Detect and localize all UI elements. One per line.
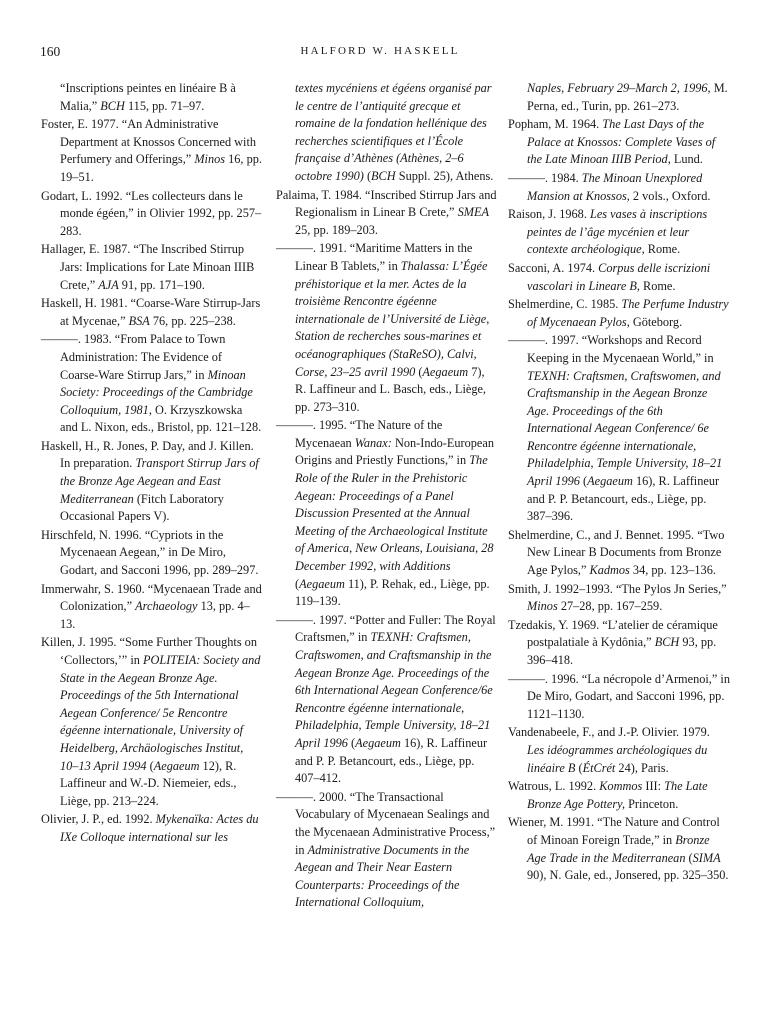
entry-italic-text: Kadmos [589,563,630,578]
entry-text: Rome. [644,242,681,257]
entry-italic-text: The Last Days of the Palace at Knossos: Complete Vases of the Late Minoan IIIB Period, [527,117,716,167]
entry-text: Haskell, H., R. Jones, P. Day, and J. Killen. In preparation. [41,438,254,471]
entry-italic-text: Les vases à inscriptions peintes de l’âge mycénien et leur contexte archéologique, [527,207,708,257]
bibliography-entry [276,612,498,788]
bibliography-entry [508,296,730,331]
bibliography-column-3 [508,80,730,886]
entry-italic-text: Naples, February 29–March 2, 1996, [527,81,711,95]
bibliography-entry [276,789,498,912]
entry-italic-text: Administrative Documents in the Aegean and Their Near Eastern Counterparts: Proceedings of the International Colloquium, [295,842,470,910]
page-header [0,44,760,64]
entry-text: Suppl. 25), Athens. [395,168,494,183]
bibliography-entry [508,260,730,295]
entry-text: 25, pp. 189–203. [295,222,379,237]
entry-italic-text: Archaeology [135,599,198,614]
entry-text: III: [642,779,665,794]
entry-text: Non-Indo-European Origins and Priestly Functions,” in [295,435,494,468]
entry-italic-text: Bronze Age Trade in the Mediterranean [527,832,710,865]
entry-text: Rome. [639,278,676,293]
bibliography-entry [41,295,263,330]
bibliography-entry [41,527,263,580]
entry-text: ( [575,760,583,775]
bibliography-entry [41,811,263,846]
entry-text: 12), R. Laffineur and W.-D. Niemeier, eds., Liège, pp. 213–224. [60,758,237,808]
entry-text: ———. 1991. “Maritime Matters in the Linear B Tablets,” in [276,241,473,273]
entry-text: Sacconi, A. 1974. [508,260,599,275]
entry-text: 11), P. Rehak, ed., Liège, pp. 119–139. [295,576,490,609]
entry-italic-text: textes mycéniens et égéens organisé par le centre de l’antiquité grecque et romaine de la fondation hellénique des recherches scientifiques et l’École française d’Athènes (Athènes, 2–6 octobre 1990) [295,81,492,183]
bibliography-column-1 [41,80,263,848]
entry-text: Hirschfeld, N. 1996. “Cypriots in the Mycenaean Aegean,” in De Miro, Godart, and Sacconi 1996, pp. 289–297. [41,527,259,578]
entry-italic-text: Transport Stirrup Jars of the Bronze Age Aegean and East Mediterranean [60,456,259,506]
bibliography-entry [508,527,730,580]
entry-text: ( [347,735,356,750]
entry-text: Foster, E. 1977. “An Administrative Department at Knossos Concerned with Perfumery and Offerings,” [41,117,257,167]
entry-text: Lund. [670,152,703,167]
bibliography-entry [508,724,730,777]
entry-italic-text: BCH [654,635,680,650]
entry-text: ———. 1997. “Potter and Fuller: The Royal Craftsmen,” in [276,612,496,645]
entry-text: Immerwahr, S. 1960. “Mycenaean Trade and Colonization,” [41,581,262,614]
entry-italic-text: Kommos [599,779,643,794]
entry-text: Haskell, H. 1981. “Coarse-Ware Stirrup-Jars at Mycenae,” [41,296,261,328]
bibliography-entry [508,332,730,526]
bibliography-entry [276,80,498,186]
bibliography-entry [276,417,498,611]
entry-text: 34, pp. 123–136. [629,563,716,578]
bibliography-entry [41,116,263,186]
page-number: 160 [40,44,61,59]
entry-italic-text: BCH [100,98,125,113]
bibliography-entry [508,116,730,169]
entry-text: Vandenabeele, F., and J.-P. Olivier. 1979. [508,725,710,740]
bibliography-entry [508,80,730,115]
entry-italic-text: The Minoan Unexplored Mansion at Knossos, [527,170,703,203]
entry-text: 7), R. Laffineur and L. Basch, eds., Liège, pp. 273–310. [295,364,486,414]
bibliography-entry [41,331,263,437]
entry-text: 16), R. Laffineur and P. P. Betancourt, eds., Liège, pp. 387–396. [527,474,720,524]
entry-text: (Fitch Laboratory Occasional Papers V). [60,491,224,524]
entry-text: Tzedakis, Y. 1969. “L’atelier de céramique postpalatiale à Kydônia,” [508,617,718,650]
bibliography-column-2 [276,80,498,913]
entry-italic-text: Corpus delle iscrizioni vascolari in Lineare B, [527,260,711,293]
entry-text: 115, pp. 71–97. [124,98,205,113]
entry-italic-text: Wanax: [354,435,392,450]
entry-italic-text: Minoan Society: Proceedings of the Cambridge Colloquium, 1981, [60,367,253,417]
entry-italic-text: SIMA [692,850,721,865]
entry-italic-text: SMEA [457,205,489,220]
entry-text: Popham, M. 1964. [508,117,603,132]
bibliography-entry [276,187,498,240]
entry-text: Killen, J. 1995. “Some Further Thoughts on ‘Collectors,’” in [41,635,257,667]
entry-text: Shelmerdine, C. 1985. [508,297,622,312]
entry-italic-text: Aegaeum [355,735,401,750]
entry-text: ———. 1997. “Workshops and Record Keeping in the Mycenaean World,” in [508,333,714,365]
entry-text: ( [295,576,300,591]
entry-text: 16), R. Laffineur and P. P. Betancourt, eds., Liège, pp. 407–412. [295,735,488,786]
bibliography-entry [508,170,730,205]
entry-text: 2 vols., Oxford. [629,188,711,203]
entry-text: Göteborg. [629,314,683,329]
entry-text: ( [415,364,423,379]
bibliography-entry [276,240,498,416]
entry-italic-text: Minos [527,599,558,614]
running-head: HALFORD W. HASKELL [300,45,460,57]
entry-text: ———. 2000. “The Transactional Vocabulary of Mycenaean Sealings and the Mycenaean Administrative Process,” in [276,789,496,857]
entry-italic-text: The Perfume Industry of Mycenaean Pylos, [527,297,729,329]
entry-text: 27–28, pp. 167–259. [557,599,663,614]
bibliography-entry [41,80,263,115]
entry-italic-text: Thalassa: L’Égée préhistorique et la mer. Actes de la troisième Rencontre égéenne internationale de l’Université de Liège, Station de recherches sous-marines et océanographiques (StaReSO), Calvi, Corse, 23–25 avril 1990 [295,258,490,379]
entry-text: Hallager, E. 1987. “The Inscribed Stirrup Jars: Implications for Late Minoan IIIB Crete,” [41,242,255,292]
entry-text: Watrous, L. 1992. [508,779,600,794]
bibliography-entry [41,188,263,241]
entry-italic-text: BCH [371,168,396,183]
entry-italic-text: Aegaeum [422,364,469,379]
entry-text: ———. 1984. [508,170,582,185]
entry-italic-text: TEXNH: Craftsmen, Craftswomen, and Craftsmanship in the Aegean Bronze Age. Proceedings of the 6th International Aegean Conference/6e Rencontre égéenne internationale, Philadelphia, Temple University, 18–21 April 1996 [295,630,493,750]
entry-text: Raison, J. 1968. [508,207,590,222]
entry-text: Wiener, M. 1991. “The Nature and Control of Minoan Foreign Trade,” in [508,815,720,847]
entry-italic-text: Aegaeum [153,758,200,773]
entry-italic-text: ÉtCrét [582,760,616,775]
entry-italic-text: POLITEIA: Society and State in the Aegean Bronze Age. Proceedings of the 5th International Aegean Conference/ 5e Rencontre égéenne internationale, University of Heidelberg, Archäologisches Institut, 10–13 April 1994 [60,653,261,773]
entry-text: ———. 1996. “La nécropole d’Armenoi,” in De Miro, Godart, and Sacconi 1996, pp. 1121–1130. [508,671,730,721]
entry-text: ( [146,758,154,773]
entry-text: 93, pp. 396–418. [527,635,717,667]
entry-italic-text: BSA [128,313,150,328]
entry-text: Princeton. [625,796,679,811]
entry-italic-text: Aegaeum [299,576,345,591]
bibliography-entry [508,671,730,724]
bibliography-entry [41,581,263,634]
entry-text: Palaima, T. 1984. “Inscribed Stirrup Jars and Regionalism in Linear B Crete,” [276,187,497,220]
bibliography-entry [41,241,263,294]
entry-text: 76, pp. 225–238. [149,313,236,328]
entry-text: ———. 1983. “From Palace to Town Administration: The Evidence of Coarse-Ware Stirrup Jars,” in [41,332,226,382]
entry-italic-text: Minos [194,152,226,167]
entry-text: 91, pp. 171–190. [118,277,205,292]
entry-text: 13, pp. 4–13. [60,599,250,631]
bibliography-entry [508,206,730,259]
entry-italic-text: Les idéogrammes archéologiques du linéaire B [527,742,708,775]
bibliography-entry [41,634,263,810]
bibliography-entry [508,778,730,813]
bibliography-entry [508,617,730,670]
entry-text: “Inscriptions peintes en linéaire B à Malia,” [60,81,236,113]
entry-italic-text: The Role of the Ruler in the Prehistoric Aegean: Proceedings of a Panel Discussion Presented at the Annual Meeting of the Archaeological Institute of America, New Orleans, Louisiana, 28 December 1992, with Additions [295,453,494,574]
entry-text: M. Perna, ed., Turin, pp. 261–273. [527,81,728,113]
entry-text: ( [579,474,588,489]
entry-italic-text: Mykenaïka: Actes du IXe Colloque international sur les [60,812,259,844]
entry-text: Shelmerdine, C., and J. Bennet. 1995. “Two New Linear B Documents from Bronze Age Pylos,” [508,527,725,578]
entry-text: ———. 1995. “The Nature of the Mycenaean [276,418,443,450]
bibliography-entry [508,814,730,884]
bibliography-entry [41,438,263,526]
entry-text: O. Krzyszkowska and L. Nixon, eds., Bristol, pp. 121–128. [60,402,262,435]
entry-text: Smith, J. 1992–1993. “The Pylos Jn Series,” [508,581,727,596]
bibliography-entry [508,581,730,616]
entry-text: 90), N. Gale, ed., Jonsered, pp. 325–350. [527,868,729,883]
entry-italic-text: The Late Bronze Age Pottery, [527,779,708,811]
entry-text: ( [363,168,372,183]
entry-text: Olivier, J. P., ed. 1992. [41,812,156,827]
entry-text: ( [685,850,693,865]
entry-italic-text: TEXNH: Craftsmen, Craftswomen, and Craftsmanship in the Aegean Bronze Age. Proceedings of the 6th International Aegean Conference/ 6e Rencontre égéenne internationale, Philadelphia, Temple University, 18–21 April 1996 [527,368,723,489]
entry-text: 24), Paris. [615,760,669,775]
entry-italic-text: AJA [98,277,119,292]
entry-text: Godart, L. 1992. “Les collecteurs dans le monde égéen,” in Olivier 1992, pp. 257–283. [41,188,262,238]
entry-text: 16, pp. 19–51. [60,152,262,184]
entry-italic-text: Aegaeum [587,474,633,489]
